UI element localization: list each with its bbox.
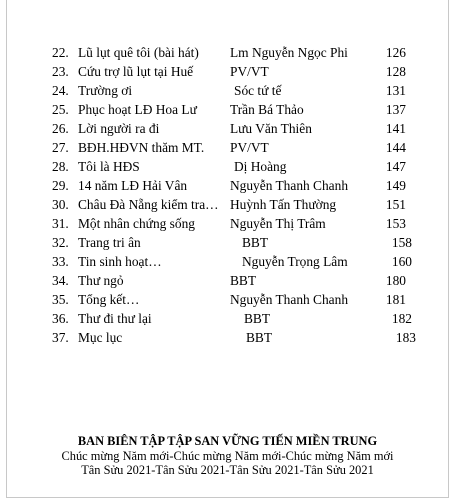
toc-entry-number: 35. <box>52 292 69 307</box>
toc-row <box>0 309 452 328</box>
toc-entry-page: 151 <box>385 197 406 212</box>
toc-entry-title: Mục lục <box>78 330 123 345</box>
toc-entry-page: 144 <box>385 140 406 155</box>
toc-row <box>0 233 452 252</box>
toc-entry-title: 14 năm LĐ Hải Vân <box>78 178 188 193</box>
toc-row <box>0 100 452 119</box>
toc-entry-author: Huỳnh Tấn Thường <box>230 197 337 212</box>
footer <box>6 434 449 478</box>
toc-entry-number: 34. <box>52 273 69 288</box>
table-of-contents <box>0 43 452 347</box>
toc-entry-title: Cứu trợ lũ lụt tại Huế <box>78 64 194 79</box>
toc-row <box>0 290 452 309</box>
toc-row <box>0 138 452 157</box>
toc-entry-page: 147 <box>385 159 406 174</box>
editorial-board-heading: BAN BIÊN TẬP TẬP SAN VỮNG TIẾN MIỀN TRUNG <box>77 434 378 448</box>
toc-entry-author: PV/VT <box>230 140 269 155</box>
toc-entry-page: 137 <box>385 102 406 117</box>
toc-entry-author: Lm Nguyễn Ngọc Phi <box>230 45 348 60</box>
toc-entry-author: BBT <box>244 311 271 326</box>
toc-entry-title: Thư ngỏ <box>78 273 124 288</box>
toc-entry-number: 32. <box>52 235 69 250</box>
toc-entry-page: 153 <box>385 216 406 231</box>
toc-entry-page: 131 <box>385 83 406 98</box>
toc-entry-author: Dị Hoàng <box>234 159 287 174</box>
toc-entry-title: Tổng kết… <box>78 292 140 307</box>
toc-entry-title: Trang tri ân <box>78 235 141 250</box>
toc-entry-title: Châu Đà Nẵng kiểm tra… <box>78 197 219 212</box>
toc-entry-page: 126 <box>385 45 406 60</box>
toc-row <box>0 81 452 100</box>
toc-entry-title: Một nhân chứng sống <box>78 216 195 231</box>
toc-entry-title: Tôi là HĐS <box>78 159 140 174</box>
toc-entry-author: BBT <box>246 330 273 345</box>
toc-row <box>0 214 452 233</box>
toc-entry-title: Lũ lụt quê tôi (bài hát) <box>78 45 199 60</box>
toc-entry-page: 181 <box>385 292 406 307</box>
toc-entry-title: Phục hoạt LĐ Hoa Lư <box>78 102 197 117</box>
toc-entry-page: 183 <box>395 330 416 345</box>
toc-entry-title: Lời người ra đi <box>78 121 160 136</box>
toc-entry-title: Tin sinh hoạt… <box>78 254 162 269</box>
toc-entry-number: 33. <box>52 254 69 269</box>
toc-entry-author: BBT <box>242 235 269 250</box>
toc-entry-page: 158 <box>391 235 412 250</box>
toc-entry-author: Sóc tứ tế <box>234 83 282 98</box>
toc-entry-number: 37. <box>52 330 69 345</box>
toc-row <box>0 119 452 138</box>
toc-entry-number: 28. <box>52 159 69 174</box>
toc-entry-number: 27. <box>52 140 69 155</box>
toc-row <box>0 195 452 214</box>
toc-entry-number: 23. <box>52 64 69 79</box>
toc-entry-title: Thư đi thư lại <box>78 311 152 326</box>
greeting-line: Chúc mừng Năm mới-Chúc mừng Năm mới-Chúc mừng Năm mới <box>61 448 394 463</box>
toc-entry-author: Nguyễn Thị Trâm <box>230 216 326 231</box>
toc-entry-author: Trần Bá Thảo <box>230 102 304 117</box>
toc-entry-number: 36. <box>52 311 69 326</box>
toc-entry-author: Nguyễn Thanh Chanh <box>230 178 349 193</box>
toc-entry-number: 31. <box>52 216 69 231</box>
toc-entry-author: PV/VT <box>230 64 269 79</box>
toc-entry-page: 149 <box>385 178 406 193</box>
toc-entry-author: Lưu Văn Thiên <box>230 121 312 136</box>
toc-row <box>0 328 452 347</box>
toc-entry-author: Nguyễn Thanh Chanh <box>230 292 349 307</box>
toc-row <box>0 43 452 62</box>
toc-entry-number: 25. <box>52 102 69 117</box>
toc-entry-number: 29. <box>52 178 69 193</box>
toc-entry-page: 128 <box>385 64 406 79</box>
toc-row <box>0 176 452 195</box>
toc-row <box>0 271 452 290</box>
toc-row <box>0 62 452 81</box>
toc-entry-title: BĐH.HĐVN thăm MT. <box>78 140 205 155</box>
toc-entry-number: 30. <box>52 197 69 212</box>
toc-entry-number: 24. <box>52 83 69 98</box>
toc-entry-page: 160 <box>391 254 412 269</box>
toc-entry-number: 26. <box>52 121 69 136</box>
toc-entry-title: Trường ơi <box>78 83 133 98</box>
toc-entry-author: Nguyễn Trọng Lâm <box>242 254 348 269</box>
year-line: Tân Sửu 2021-Tân Sửu 2021-Tân Sửu 2021-Tân Sửu 2021 <box>81 463 374 477</box>
toc-entry-author: BBT <box>230 273 257 288</box>
toc-entry-page: 182 <box>391 311 412 326</box>
toc-row <box>0 252 452 271</box>
toc-entry-page: 180 <box>385 273 406 288</box>
toc-entry-number: 22. <box>52 45 69 60</box>
toc-entry-page: 141 <box>385 121 406 136</box>
toc-row <box>0 157 452 176</box>
